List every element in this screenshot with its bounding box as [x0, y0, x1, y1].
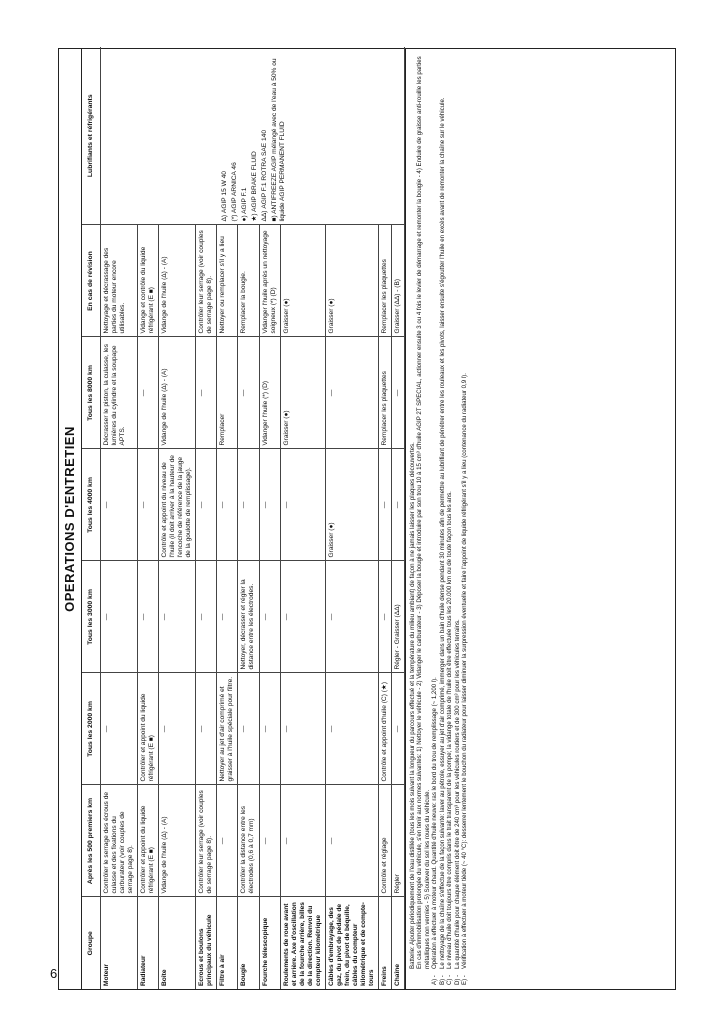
note-text: La quantité d'huile pour chaque élément doit être de 240 cm³ pour les véhicules routiers et de 300 cm³ pour les véhicules terrains.: [453, 619, 461, 969]
cell-500km: Contrôler le serrage des écrous de culasse et des fixations du carburateur (voir couples de serrage page 8).: [101, 785, 138, 897]
cell-2000km: —: [391, 673, 404, 785]
cell-8000km: Remplacer les plaquettes: [378, 337, 391, 449]
lubricant-item: (*) AGIP ARNICA 46: [231, 162, 239, 222]
header-4000km: Tous les 4000 km: [82, 449, 101, 561]
cell-3000km: —: [217, 561, 238, 673]
cell-4000km: —: [280, 449, 325, 561]
cell-revision: Graisser (●): [280, 225, 325, 337]
group-cell: Filtre à air: [217, 897, 238, 989]
cell-revision: Nettoyer ou remplacer s'il y a lieu: [217, 225, 238, 337]
note-text: Batterie: Ajouter périodiquement de l'eau distillée (tous les mois suivant la longueur du parcours effectué et la température du milieu ambiant) de façon à ne jamais laisser les plaques découvertes.: [408, 442, 416, 969]
cell-revision: Remplacer les plaquettes: [378, 225, 391, 337]
cell-8000km: Vidanger l'huile (*) (D): [259, 337, 280, 449]
cell-2000km: —: [196, 673, 217, 785]
cell-revision: Vidange et contrôle du liquide réfrigérant (E ■): [138, 225, 159, 337]
cell-revision: Graisser (●): [325, 225, 378, 337]
cell-4000km: Contrôle et appoint du niveau de l'huile (il doit arriver à la hauteur de l'encoche de référence de la jauge de la goulotte de remplissage).: [159, 449, 196, 561]
cell-4000km: —: [259, 449, 280, 561]
note-text: Le nettoyage de la chaîne s'effectue de la façon suivante: laver au pétrole, essuyer au jet d'air comprimé, immerger dans un bain d'huile dense pendant 30 minutes afin de permettre au lubrifiant de pénétrer entre les rouleaux et les pivots, laisser ensuite s'égoutter l'huile en excès avant de remonter la chaîne sur le véhicule.: [438, 97, 446, 969]
note-text: Le niveau d'huile doit toujours être compris dans le trait transparent de la pompe; la vidange totale de l'huile doit être effectuée tous les 20.000 km ou de toute façon tous les ans.: [446, 491, 454, 969]
header-2000km: Tous les 2000 km: [82, 673, 101, 785]
cell-3000km: —: [280, 561, 325, 673]
cell-500km: Contrôler leur serrage (voir couples de serrage page 8).: [196, 785, 217, 897]
note-key: [416, 969, 431, 985]
note-key: B) -: [438, 975, 446, 985]
cell-2000km: —: [101, 673, 138, 785]
cell-4000km: —: [101, 449, 138, 561]
cell-8000km: Décrasser le piston, la culasse, les lumières du cylindre et la soupape APTS.: [101, 337, 138, 449]
group-cell: Bougie: [238, 897, 259, 989]
group-cell: Fourche télescopique: [259, 897, 280, 989]
cell-3000km: —: [378, 561, 391, 673]
cell-3000km: —: [325, 561, 378, 673]
cell-3000km: —: [259, 561, 280, 673]
cell-500km: —: [280, 785, 325, 897]
cell-2000km: Contrôler et appoint du liquide réfrigérant (E ■): [138, 673, 159, 785]
cell-revision: Graisser (ΔΔ) - (B): [391, 225, 404, 337]
cell-8000km: Vidange de l'huile (Δ) - (A): [159, 337, 196, 449]
note-line: [446, 53, 453, 985]
header-group: Groupe: [82, 897, 101, 989]
cell-4000km: —: [238, 449, 259, 561]
cell-500km: —: [325, 785, 378, 897]
cell-500km: —: [217, 785, 238, 897]
maintenance-table: [82, 47, 405, 989]
note-key: D) -: [453, 974, 461, 985]
note-line: [431, 53, 438, 985]
lubricants-cell: [101, 47, 405, 225]
lubricant-item: Δ) AGIP 15 W 40: [221, 171, 228, 222]
lubricant-item: ★) AGIP BRAKE FLUID: [251, 151, 259, 222]
note-key: [409, 969, 416, 985]
cell-2000km: —: [280, 673, 325, 785]
group-cell: Boîte: [159, 897, 196, 989]
group-cell: Roulements de roue avant et arrière. Axe d'oscillation de la fourche arrière, billes de la direction. Renvoi du compteur kilométrique: [280, 897, 325, 989]
note-text: Opération à effectuer à moteur chaud. Quantité d'huile neuve: ras le bord du trou de remplissage (~ 1,200 l).: [431, 677, 439, 969]
header-8000km: Tous les 8000 km: [82, 337, 101, 449]
cell-500km: Régler: [391, 785, 404, 897]
group-cell: Chaîne: [391, 897, 404, 989]
note-line: [461, 53, 468, 985]
cell-3000km: Nettoyer, décrasser et régler la distance entre les électrodes.: [238, 561, 259, 673]
cell-revision: Remplacer la bougie.: [238, 225, 259, 337]
lubricant-item: ΔΔ) AGIP F.1 ROTRA SAE 140: [261, 129, 269, 222]
cell-revision: Contrôler leur serrage (voir couples de serrage page 8).: [196, 225, 217, 337]
group-cell: Ecrous et boulons principaux du véhicule: [196, 897, 217, 989]
cell-500km: Contrôle et réglage: [378, 785, 391, 897]
cell-2000km: —: [259, 673, 280, 785]
cell-8000km: —: [325, 337, 378, 449]
note-text: En cas d'immobilisation prolongée du véhicule, s'en tenir aux normes suivantes: 1) Nettoyer le véhicule - 2) Vidanger le carburateur - 3) Déposer la bougie et introduire par son trou 10 à 15 cm³ d'huile AGIP 2T SPECIAL, actionner ensuite 3 ou 4 fois le levier de démarrage et remonter la bougie - 4) Enduire de graisse anti-rouille les parties métalliques non vernies - 5) Soulever du sol les roues du véhicule.: [416, 56, 431, 969]
group-cell: Radiateur: [138, 897, 159, 989]
header-revision: En cas de révision: [82, 225, 101, 337]
cell-3000km: Régler - Graisser (ΔΔ): [391, 561, 404, 673]
note-key: E) -: [460, 975, 468, 985]
group-cell: Moteur: [101, 897, 138, 989]
note-line: [454, 53, 461, 985]
cell-2000km: Contrôle et appoint d'huile (C) (★): [378, 673, 391, 785]
note-line: [409, 53, 416, 985]
cell-revision: Nettoyage et décrassage des parties du moteur encore utilisables.: [101, 225, 138, 337]
cell-500km: —: [259, 785, 280, 897]
cell-3000km: —: [196, 561, 217, 673]
cell-4000km: Graisser (●): [325, 449, 378, 561]
notes-section: [405, 49, 471, 989]
cell-4000km: —: [138, 449, 159, 561]
cell-8000km: Remplacer: [217, 337, 238, 449]
cell-2000km: —: [325, 673, 378, 785]
cell-2000km: Nettoyer au jet d'air comprimé et graisser à l'huile spéciale pour filtre.: [217, 673, 238, 785]
header-row: [82, 47, 101, 989]
table-row: [101, 47, 138, 989]
cell-500km: Vidange de l'huile (Δ) - (A): [159, 785, 196, 897]
cell-3000km: —: [159, 561, 196, 673]
maintenance-frame: [58, 48, 676, 990]
header-500km: Après les 500 premiers km: [82, 785, 101, 897]
group-cell: Câbles d'embrayage, des gaz, du pivot de pédale de frein, du pivot de béquille, câbles du compteur kilométrique et de compte-tours: [325, 897, 378, 989]
cell-500km: Contrôler la distance entre les électrodes (0,6 à 0,7 mm): [238, 785, 259, 897]
header-lubricants: Lubrifiants et réfrigérants: [82, 47, 101, 225]
cell-2000km: —: [238, 673, 259, 785]
cell-500km: Contrôler et appoint du liquide réfrigérant (E ■): [138, 785, 159, 897]
lubricant-item: ●) AGIP F.1: [241, 187, 249, 222]
header-3000km: Tous les 3000 km: [82, 561, 101, 673]
cell-revision: Vidange de l'huile (Δ) - (A): [159, 225, 196, 337]
cell-8000km: —: [391, 337, 404, 449]
page-title: OPERATIONS D'ENTRETIEN: [59, 49, 82, 989]
cell-8000km: —: [196, 337, 217, 449]
cell-4000km: —: [196, 449, 217, 561]
cell-8000km: —: [238, 337, 259, 449]
cell-revision: Vidanger l'huile après un nettoyage soigneux (*) (D): [259, 225, 280, 337]
cell-3000km: —: [101, 561, 138, 673]
cell-3000km: —: [138, 561, 159, 673]
cell-8000km: —: [138, 337, 159, 449]
note-line: [416, 53, 431, 985]
group-cell: Freins: [378, 897, 391, 989]
note-key: C) -: [446, 974, 454, 985]
note-line: [439, 53, 446, 985]
lubricant-item: ■) ANTIFREEZE AGIP mélangé avec de l'eau à 50% ou liquide AGIP PERMANENT FLUID: [271, 58, 287, 222]
note-text: Vérification à effectuer à moteur tiède (~ 40 °C): desserrer lentement le bouchon du radiateur pour laisser diminuer la surpression éventuelle et faire l'appoint de liquide réfrigérant s'il y a lieu (contenance du radiateur 0,9 l).: [460, 373, 468, 969]
note-key: A) -: [431, 975, 439, 985]
cell-8000km: Graisser (●): [280, 337, 325, 449]
cell-4000km: —: [378, 449, 391, 561]
cell-4000km: —: [217, 449, 238, 561]
cell-4000km: —: [391, 449, 404, 561]
cell-2000km: —: [159, 673, 196, 785]
page-number: 6: [50, 966, 58, 981]
